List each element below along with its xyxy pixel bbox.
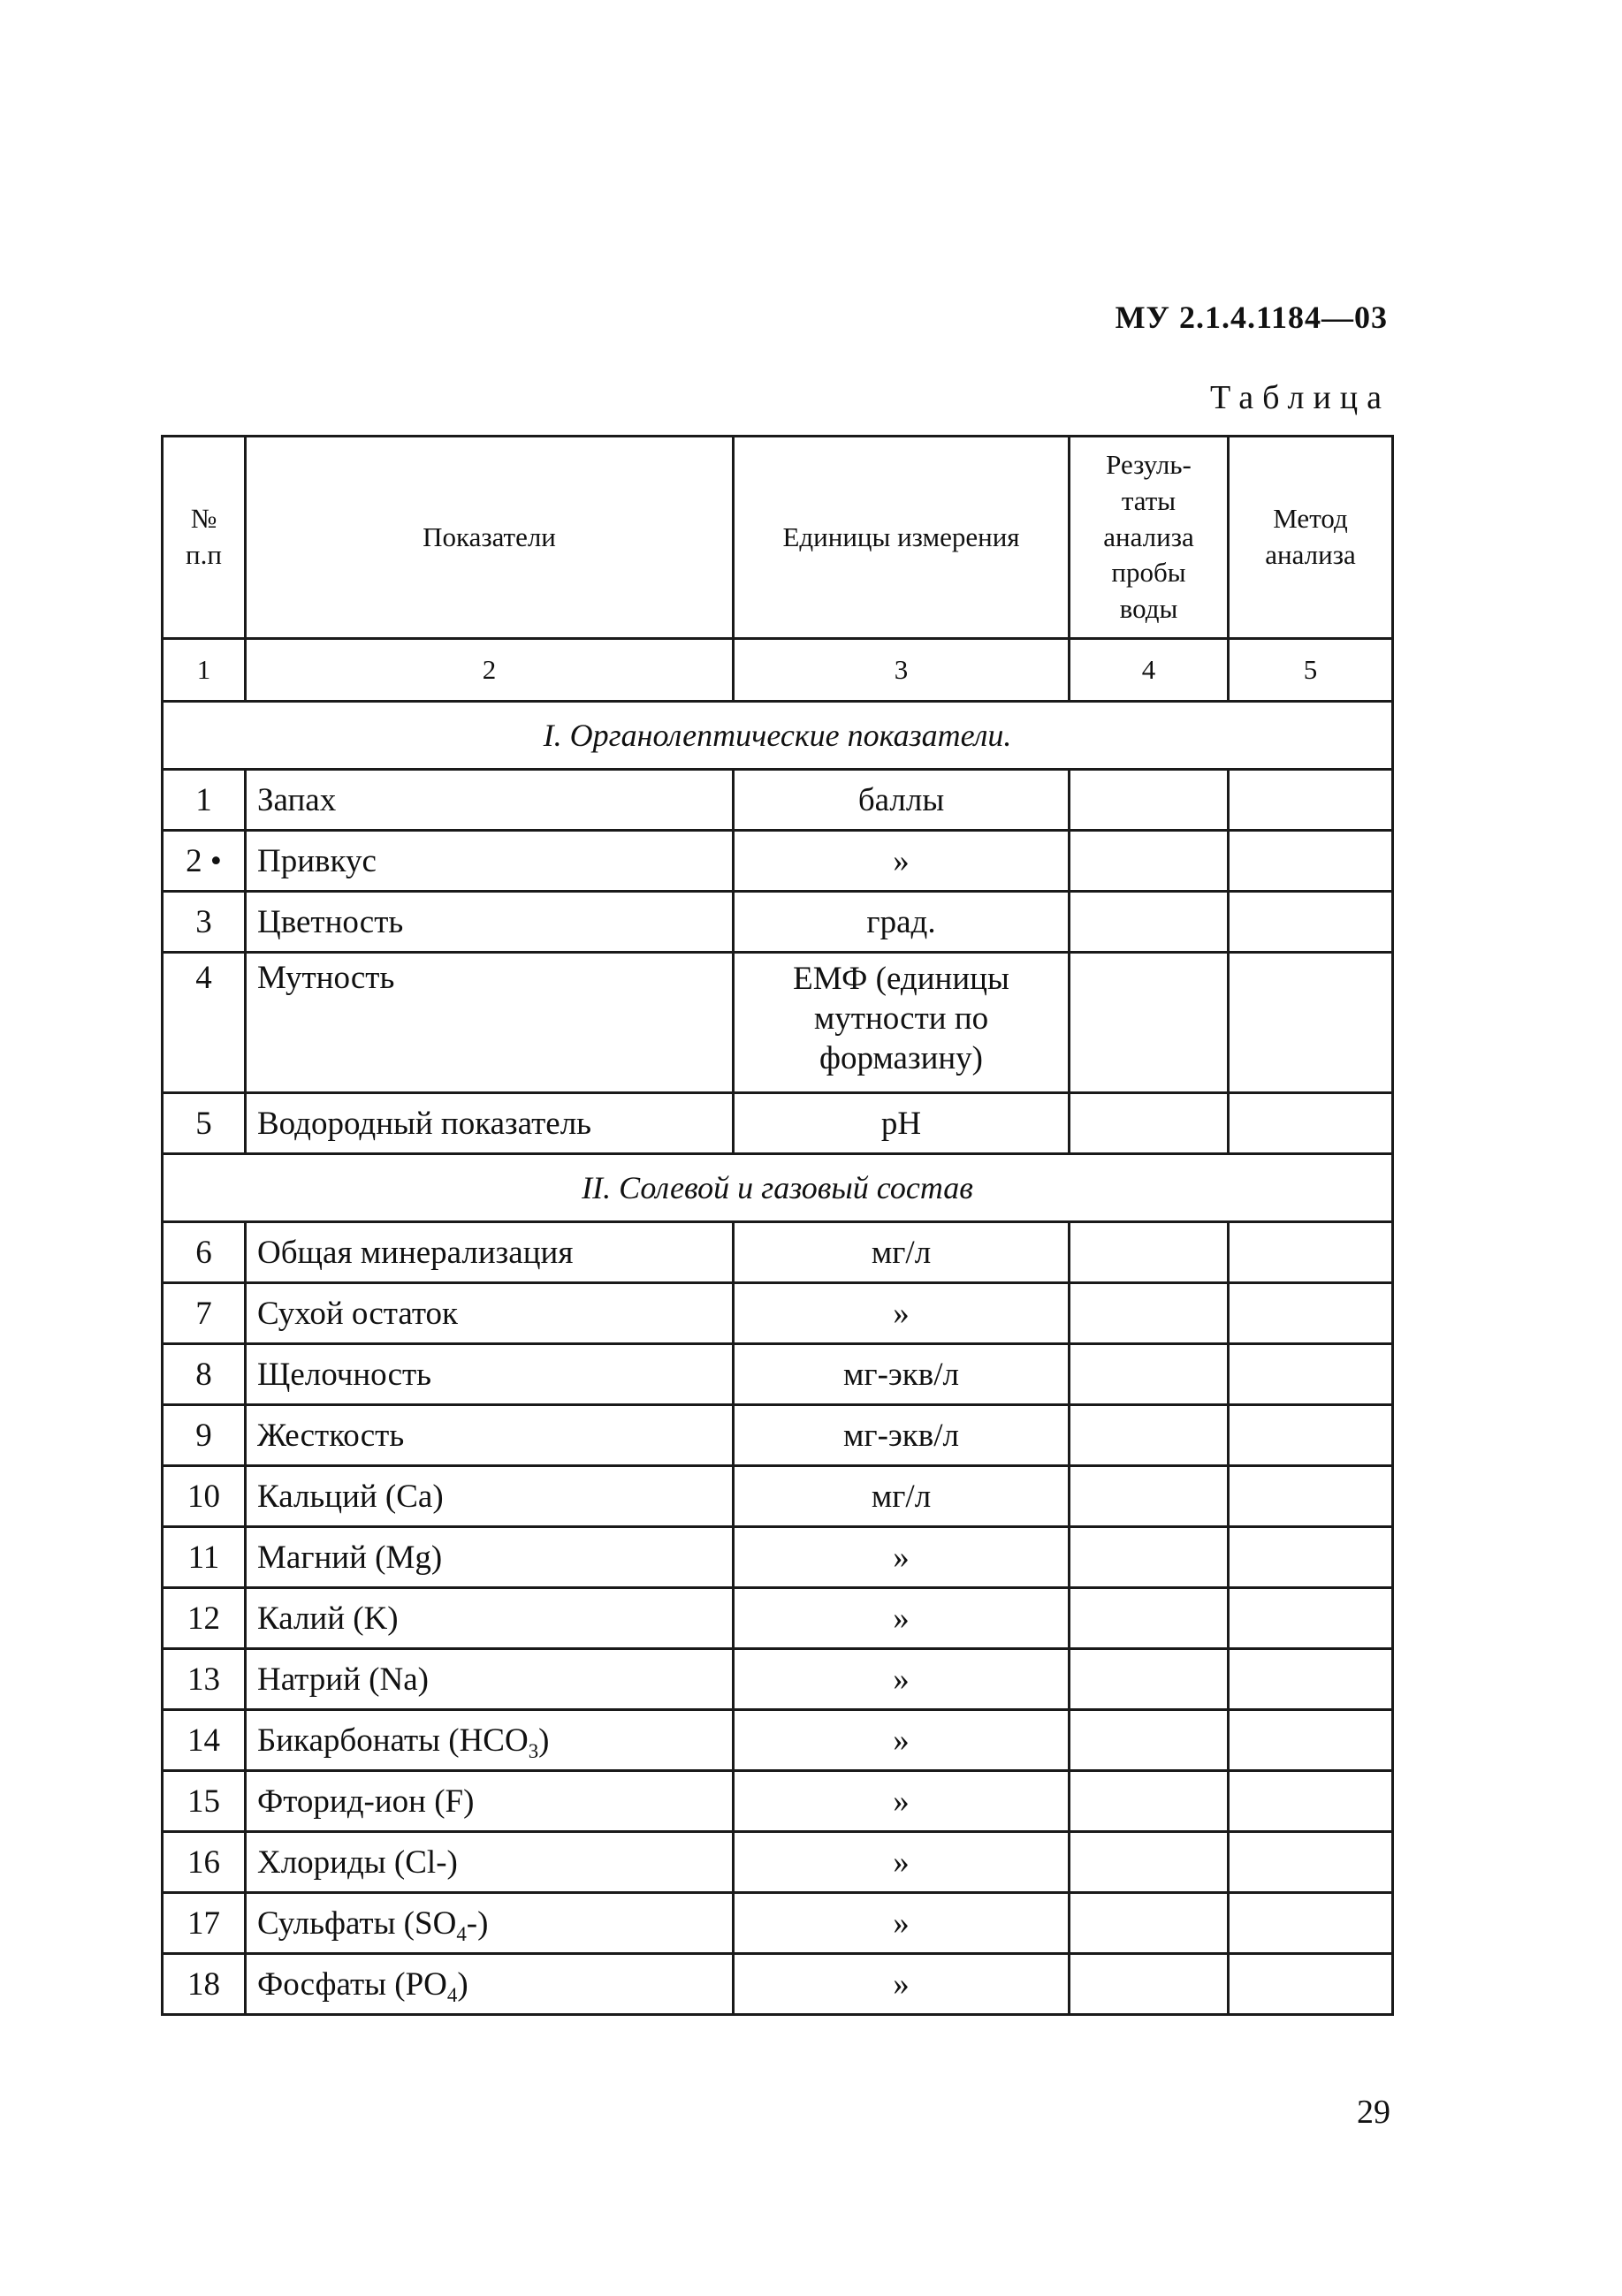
result-cell	[1070, 1527, 1229, 1588]
table-row	[163, 1093, 1393, 1154]
indicator-name: Жесткость	[246, 1405, 734, 1466]
result-cell	[1070, 1093, 1229, 1154]
indicator-name	[246, 1954, 734, 2015]
method-cell	[1229, 1527, 1393, 1588]
method-cell	[1229, 1832, 1393, 1893]
table-row	[163, 1588, 1393, 1649]
indicator-units: »	[734, 1954, 1070, 2015]
header-results-line: воды	[1119, 593, 1178, 625]
row-number: 16	[163, 1832, 246, 1893]
indicator-units: »	[734, 1283, 1070, 1344]
table-row	[163, 953, 1393, 1093]
result-cell	[1070, 1466, 1229, 1527]
header-method-line: анализа	[1265, 539, 1356, 570]
row-number: 6	[163, 1222, 246, 1283]
indicator-units: мг-экв/л	[734, 1405, 1070, 1466]
row-number: 4	[163, 953, 246, 1093]
table-row	[163, 1771, 1393, 1832]
indicator-name: Водородный показатель	[246, 1093, 734, 1154]
indicator-units: мг/л	[734, 1222, 1070, 1283]
indicator-name: Натрий (Na)	[246, 1649, 734, 1710]
table-row	[163, 1466, 1393, 1527]
column-number: 5	[1229, 639, 1393, 702]
method-cell	[1229, 1771, 1393, 1832]
method-cell	[1229, 1649, 1393, 1710]
row-number: 13	[163, 1649, 246, 1710]
result-cell	[1070, 1649, 1229, 1710]
indicator-name: Привкус	[246, 831, 734, 892]
column-number: 4	[1070, 639, 1229, 702]
column-number: 3	[734, 639, 1070, 702]
result-cell	[1070, 1954, 1229, 2015]
table-row	[163, 1222, 1393, 1283]
method-cell	[1229, 1710, 1393, 1771]
indicator-name-tail: )	[457, 1965, 468, 2003]
method-cell	[1229, 1466, 1393, 1527]
indicator-name-base: Сульфаты (SO	[257, 1904, 457, 1942]
row-number: 1	[163, 770, 246, 831]
table-row	[163, 1954, 1393, 2015]
row-number: 18	[163, 1954, 246, 2015]
method-cell	[1229, 1893, 1393, 1954]
header-indicators: Показатели	[246, 437, 734, 639]
row-number: 10	[163, 1466, 246, 1527]
indicator-units: »	[734, 831, 1070, 892]
indicator-name	[246, 1710, 734, 1771]
table-row	[163, 1344, 1393, 1405]
indicator-name: Магний (Mg)	[246, 1527, 734, 1588]
indicator-name-base: Бикарбонаты (HCO	[257, 1722, 529, 1759]
row-number: 11	[163, 1527, 246, 1588]
result-cell	[1070, 831, 1229, 892]
header-num	[163, 437, 246, 639]
section-title: II. Солевой и газовый состав	[163, 1154, 1393, 1222]
table-row	[163, 1832, 1393, 1893]
method-cell	[1229, 892, 1393, 953]
row-number: 5	[163, 1093, 246, 1154]
indicator-units: град.	[734, 892, 1070, 953]
units-line: мутности по	[813, 1000, 989, 1038]
table-row	[163, 1710, 1393, 1771]
header-results-line: Резуль-	[1106, 448, 1192, 480]
indicator-name-tail: )	[538, 1722, 550, 1759]
indicator-name: Запах	[246, 770, 734, 831]
indicator-units: »	[734, 1710, 1070, 1771]
method-cell	[1229, 831, 1393, 892]
method-cell	[1229, 1588, 1393, 1649]
indicator-units: »	[734, 1832, 1070, 1893]
result-cell	[1070, 1710, 1229, 1771]
column-number: 2	[246, 639, 734, 702]
indicator-name: Кальций (Ca)	[246, 1466, 734, 1527]
indicator-name: Цветность	[246, 892, 734, 953]
units-line: ЕМФ (единицы	[793, 961, 1009, 997]
row-number: 14	[163, 1710, 246, 1771]
page-number: 29	[1357, 2094, 1390, 2131]
row-number: 15	[163, 1771, 246, 1832]
section-title: I. Органолептические показатели.	[163, 702, 1393, 770]
indicator-name-subscript: 4	[446, 1983, 458, 2006]
header-units: Единицы измерения	[734, 437, 1070, 639]
header-results-line: анализа	[1103, 521, 1194, 552]
result-cell	[1070, 770, 1229, 831]
method-cell	[1229, 953, 1393, 1093]
method-cell	[1229, 1093, 1393, 1154]
indicator-units: мг/л	[734, 1466, 1070, 1527]
result-cell	[1070, 953, 1229, 1093]
row-number: 3	[163, 892, 246, 953]
table-row	[163, 892, 1393, 953]
section-heading-row	[163, 1154, 1393, 1222]
table-row	[163, 1283, 1393, 1344]
header-num-line2: п.п	[186, 539, 222, 570]
indicator-name: Общая минерализация	[246, 1222, 734, 1283]
row-number: 17	[163, 1893, 246, 1954]
result-cell	[1070, 1283, 1229, 1344]
units-line: формазину)	[819, 1040, 984, 1077]
header-results-line: таты	[1121, 484, 1177, 516]
document-code: МУ 2.1.4.1184—03	[1115, 300, 1388, 335]
indicator-name-base: Фосфаты (PO	[257, 1965, 447, 2003]
indicator-name-subscript: 3	[528, 1739, 539, 1762]
indicator-name: Мутность	[246, 953, 734, 1093]
indicator-units: »	[734, 1893, 1070, 1954]
indicator-name: Щелочность	[246, 1344, 734, 1405]
header-method	[1229, 437, 1393, 639]
indicators-table	[161, 435, 1394, 2016]
indicator-name-subscript: 4	[456, 1922, 467, 1945]
result-cell	[1070, 1588, 1229, 1649]
method-cell	[1229, 770, 1393, 831]
indicator-units: »	[734, 1527, 1070, 1588]
column-number: 1	[163, 639, 246, 702]
indicator-units: баллы	[734, 770, 1070, 831]
indicator-name	[246, 1893, 734, 1954]
table-row	[163, 1649, 1393, 1710]
header-num-line1: №	[190, 503, 217, 535]
result-cell	[1070, 1832, 1229, 1893]
section-heading-row	[163, 702, 1393, 770]
table-row	[163, 831, 1393, 892]
header-method-line: Метод	[1273, 503, 1348, 535]
row-number: 7	[163, 1283, 246, 1344]
method-cell	[1229, 1344, 1393, 1405]
table-row	[163, 1893, 1393, 1954]
row-number: 9	[163, 1405, 246, 1466]
header-results	[1070, 437, 1229, 639]
indicator-units: мг-экв/л	[734, 1344, 1070, 1405]
table-row	[163, 1405, 1393, 1466]
result-cell	[1070, 892, 1229, 953]
header-row	[163, 437, 1393, 639]
indicator-units: »	[734, 1588, 1070, 1649]
result-cell	[1070, 1771, 1229, 1832]
result-cell	[1070, 1344, 1229, 1405]
method-cell	[1229, 1283, 1393, 1344]
header-results-line: пробы	[1111, 557, 1186, 589]
table-caption: Таблица	[1209, 379, 1390, 416]
table-row	[163, 1527, 1393, 1588]
method-cell	[1229, 1405, 1393, 1466]
row-number: 8	[163, 1344, 246, 1405]
indicator-name: Фторид-ион (F)	[246, 1771, 734, 1832]
method-cell	[1229, 1222, 1393, 1283]
indicator-name: Сухой остаток	[246, 1283, 734, 1344]
indicator-units	[734, 953, 1070, 1093]
result-cell	[1070, 1222, 1229, 1283]
indicator-name-tail: -)	[466, 1904, 489, 1942]
row-number: 12	[163, 1588, 246, 1649]
indicator-units: »	[734, 1649, 1070, 1710]
result-cell	[1070, 1893, 1229, 1954]
indicator-name: Хлориды (Cl-)	[246, 1832, 734, 1893]
table-row	[163, 770, 1393, 831]
method-cell	[1229, 1954, 1393, 2015]
indicator-units: pH	[734, 1093, 1070, 1154]
column-number-row	[163, 639, 1393, 702]
indicator-units: »	[734, 1771, 1070, 1832]
row-number: 2 •	[163, 831, 246, 892]
indicator-name: Калий (K)	[246, 1588, 734, 1649]
result-cell	[1070, 1405, 1229, 1466]
